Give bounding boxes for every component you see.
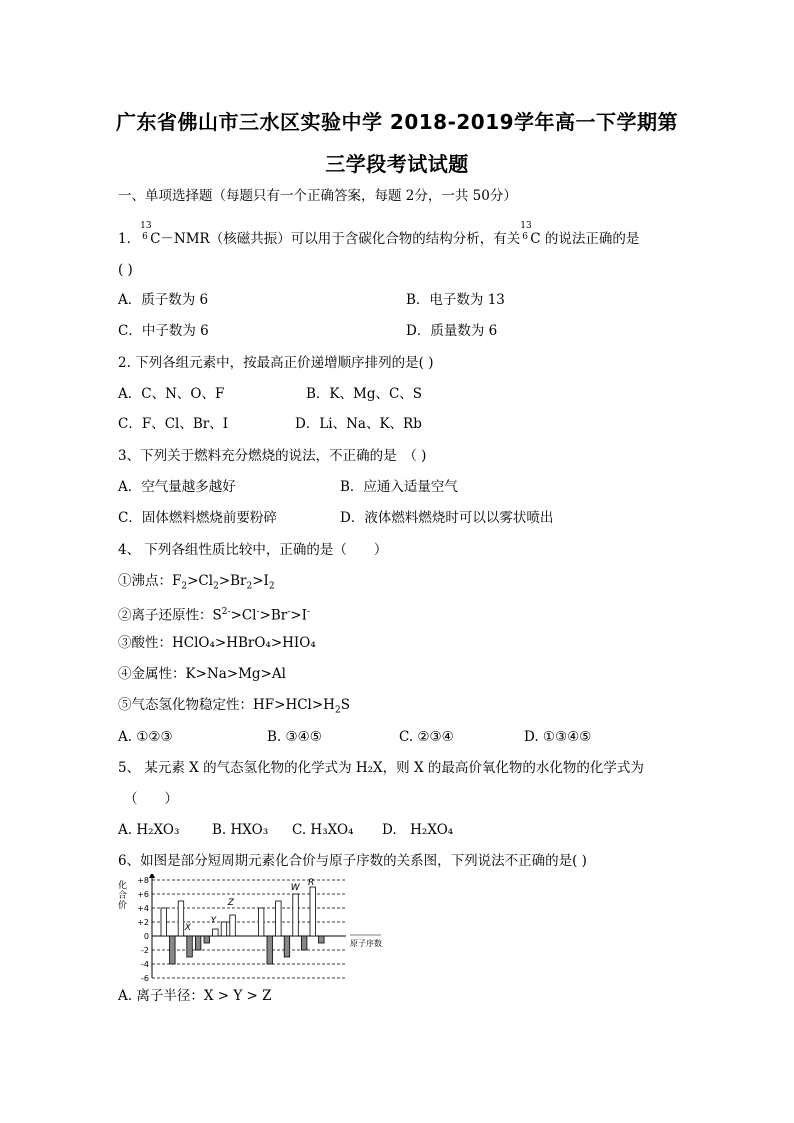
option-a: A．质子数为 6 <box>118 292 209 308</box>
point-label: Y <box>210 916 217 926</box>
answer-parenthesis: ( ) <box>118 262 133 278</box>
chart-bar <box>258 908 264 936</box>
section-heading: 一、单项选择题（每题只有一个正确答案，每题 2分，一共 50分） <box>118 188 517 204</box>
point-label: R <box>308 878 315 888</box>
chart-bar <box>187 936 193 957</box>
exam-title-line2: 三学段考试试题 <box>325 152 469 176</box>
statement-2: ②离子还原性：$S^{2-}>Cl^->Br^->I^-$ <box>118 607 310 624</box>
point-label: W <box>290 883 300 893</box>
isotope-notation: 13 6 <box>140 221 152 242</box>
option-b: B. ③④⑤ <box>267 729 322 745</box>
option-b: B．应通入适量空气 <box>340 479 458 495</box>
option-c: C. H₃XO₄ <box>292 822 354 838</box>
chart-bar <box>213 929 219 936</box>
chart-bar <box>170 936 176 964</box>
chart-bar <box>310 887 316 936</box>
question-2: 2. 下列各组元素中，按最高正价递增顺序排列的是( ) <box>118 355 434 371</box>
chart-bar <box>221 922 227 936</box>
chart-bar <box>319 936 325 943</box>
option-d: D．质量数为 6 <box>406 323 498 339</box>
question-6: 6、如图是部分短周期元素化合价与原子序数的关系图，下列说法不正确的是( ) <box>118 853 587 869</box>
question-4: 4、 下列各组性质比较中，正确的是（ ） <box>118 542 388 558</box>
option-a: A．C、N、O、F <box>118 386 225 402</box>
option-a: A. 离子半径：X > Y > Z <box>118 988 272 1004</box>
statement-1: ①沸点：$F_2>Cl_2>Br_2>I_2$ <box>118 573 275 592</box>
isotope-notation: 13 6 <box>520 221 532 242</box>
question-5: 5、 某元素 X 的气态氢化物的化学式为 H₂X，则 X 的最高价氧化物的水化物的化学式为 <box>118 760 644 776</box>
chart-bar <box>301 936 307 950</box>
option-c: C．F、Cl、Br、I <box>118 416 229 432</box>
point-label: X <box>184 923 191 933</box>
question-number: 1． <box>118 231 141 247</box>
option-b: B．K、Mg、C、S <box>306 386 423 402</box>
statement-3: ③酸性：HClO₄>HBrO₄>HIO₄ <box>118 635 316 651</box>
chart-bar <box>161 908 167 936</box>
chart-bar <box>276 901 282 936</box>
option-c: C．中子数为 6 <box>118 323 209 339</box>
answer-parenthesis: （ ） <box>124 791 178 807</box>
option-a: A．空气量越多越好 <box>118 479 236 495</box>
option-d: D．Li、Na、K、Rb <box>295 416 422 432</box>
option-b: B. HXO₃ <box>212 822 269 838</box>
statement-5: ⑤气态氢化物稳定性：$HF>HCl>H_2S$ <box>118 697 350 716</box>
chart-bar <box>204 936 210 943</box>
y-axis-arrow <box>149 874 155 878</box>
option-d: D. H₂XO₄ <box>382 822 454 838</box>
statement-4: ④金属性：K>Na>Mg>Al <box>118 666 286 682</box>
y-tick-label: +8 <box>137 876 149 885</box>
x-axis-label: 原子序数 <box>350 939 382 948</box>
exam-title-line1: 广东省佛山市三水区实验中学 2018-2019学年高一下学期第 <box>115 110 679 134</box>
option-a: A. H₂XO₃ <box>118 822 180 838</box>
y-tick-label: -2 <box>141 946 149 955</box>
question-3: 3、下列关于燃料充分燃烧的说法，不正确的是 （ ) <box>118 448 427 464</box>
y-tick-label: +6 <box>137 890 149 899</box>
chart-bar <box>195 936 201 950</box>
point-label: Z <box>227 898 234 908</box>
option-b: B．电子数为 13 <box>406 292 505 308</box>
chart-bar <box>178 901 184 936</box>
y-tick-label: -4 <box>141 960 149 969</box>
chart-bar <box>230 915 236 936</box>
option-c: C. ②③④ <box>399 729 454 745</box>
option-d: D．液体燃料燃烧时可以以雾状喷出 <box>340 510 554 526</box>
y-axis-label: 化合价 <box>118 881 128 911</box>
option-c: C．固体燃料燃烧前要粉碎 <box>118 510 277 526</box>
y-tick-label: -6 <box>141 974 149 983</box>
valence-chart <box>116 874 436 986</box>
chart-bar <box>267 936 273 964</box>
y-tick-label: 0 <box>143 932 149 941</box>
y-tick-label: +4 <box>137 904 149 913</box>
option-d: D. ①③④⑤ <box>524 729 592 745</box>
y-tick-label: +2 <box>137 918 149 927</box>
chart-bar <box>284 936 290 957</box>
question-1: 1． 13 6 C－NMR（核磁共振）可以用于含碳化合物的结构分析，有关 13 6 C 的说法正确的是 <box>118 221 640 247</box>
chart-bar <box>293 894 299 936</box>
option-a: A. ①②③ <box>118 729 173 745</box>
